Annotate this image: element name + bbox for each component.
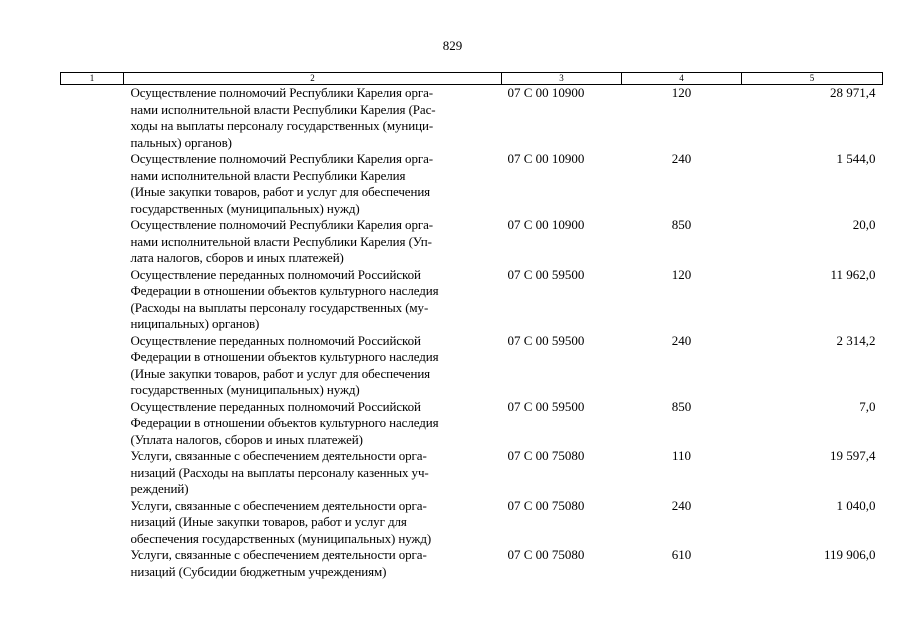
header-col-4: 4 (622, 73, 742, 85)
table-row (61, 85, 883, 152)
row-number (61, 498, 124, 548)
header-row (61, 73, 883, 85)
row-target-code: 07 С 00 59500 (507, 266, 585, 282)
row-target-code: 07 С 00 59500 (507, 398, 585, 414)
row-number (61, 547, 124, 580)
page-number: 829 (442, 38, 463, 53)
row-expense-type: 610 (671, 547, 692, 562)
row-target-code: 07 С 00 10900 (507, 151, 585, 166)
row-description: Осуществление переданных полномочий Российской Федерации в отношении объектов культурного наследия (Расходы на выплаты персоналу государственных (му- ниципальных) органов) (130, 266, 439, 331)
row-amount: 28 971,4 (830, 85, 876, 100)
row-number (61, 85, 124, 152)
row-amount: 7,0 (859, 398, 876, 414)
row-expense-type: 240 (671, 497, 692, 513)
row-expense-type: 850 (671, 398, 692, 414)
table-row (61, 217, 883, 267)
table-row (61, 498, 883, 548)
table-row (61, 333, 883, 399)
table-row (61, 448, 883, 498)
row-description: Осуществление полномочий Республики Карелия орга- нами исполнительной власти Республики Карелия (Иные закупки товаров, работ и услуг для обеспечения государственных (муниципальных) нужд) (130, 151, 433, 216)
row-amount: 1 040,0 (836, 497, 876, 513)
row-amount: 19 597,4 (830, 448, 876, 463)
row-number (61, 333, 124, 399)
row-number (61, 151, 124, 217)
table-row (61, 547, 883, 580)
table-row (61, 267, 883, 333)
row-amount: 2 314,2 (836, 332, 876, 348)
row-expense-type: 120 (671, 266, 692, 282)
row-target-code: 07 С 00 75080 (507, 547, 585, 562)
table-header (61, 73, 883, 85)
header-col-1: 1 (61, 73, 124, 85)
row-amount: 119 906,0 (823, 547, 876, 562)
row-target-code: 07 С 00 10900 (507, 85, 585, 100)
table-row (61, 399, 883, 449)
row-description: Осуществление полномочий Республики Карелия орга- нами исполнительной власти Республики Карелия (Рас- ходы на выплаты персоналу государственных (муници- пальных) органов) (130, 85, 436, 150)
row-number (61, 448, 124, 498)
row-description: Осуществление полномочий Республики Карелия орга- нами исполнительной власти Республики Карелия (Уп- лата налогов, сборов и иных платежей) (130, 217, 433, 265)
row-number (61, 399, 124, 449)
row-target-code: 07 С 00 75080 (507, 448, 585, 463)
header-col-3: 3 (502, 73, 622, 85)
row-amount: 11 962,0 (830, 266, 876, 282)
row-expense-type: 240 (671, 332, 692, 348)
row-amount: 20,0 (852, 217, 876, 232)
row-number (61, 267, 124, 333)
row-expense-type: 110 (671, 448, 692, 463)
row-target-code: 07 С 00 75080 (507, 497, 585, 513)
budget-table (60, 72, 883, 580)
row-expense-type: 240 (671, 151, 692, 166)
row-description: Услуги, связанные с обеспечением деятельности орга- низаций (Субсидии бюджетным учреждениям) (130, 547, 427, 579)
row-expense-type: 850 (671, 217, 692, 232)
header-col-2: 2 (124, 73, 502, 85)
row-amount: 1 544,0 (836, 151, 876, 166)
header-col-5: 5 (742, 73, 883, 85)
row-expense-type: 120 (671, 85, 692, 100)
row-description: Осуществление переданных полномочий Российской Федерации в отношении объектов культурного наследия (Иные закупки товаров, работ и услуг для обеспечения государственных (муниципальных) нужд) (130, 332, 439, 397)
table-row (61, 151, 883, 217)
table-body (61, 85, 883, 581)
row-description: Осуществление переданных полномочий Российской Федерации в отношении объектов культурного наследия (Уплата налогов, сборов и иных платежей) (130, 398, 439, 447)
row-description: Услуги, связанные с обеспечением деятельности орга- низаций (Иные закупки товаров, работ и услуг для обеспечения государственных (муниципальных) нужд) (130, 497, 432, 546)
row-target-code: 07 С 00 10900 (507, 217, 585, 232)
row-target-code: 07 С 00 59500 (507, 332, 585, 348)
row-number (61, 217, 124, 267)
row-description: Услуги, связанные с обеспечением деятельности орга- низаций (Расходы на выплаты персоналу казенных уч- реждений) (130, 448, 429, 496)
